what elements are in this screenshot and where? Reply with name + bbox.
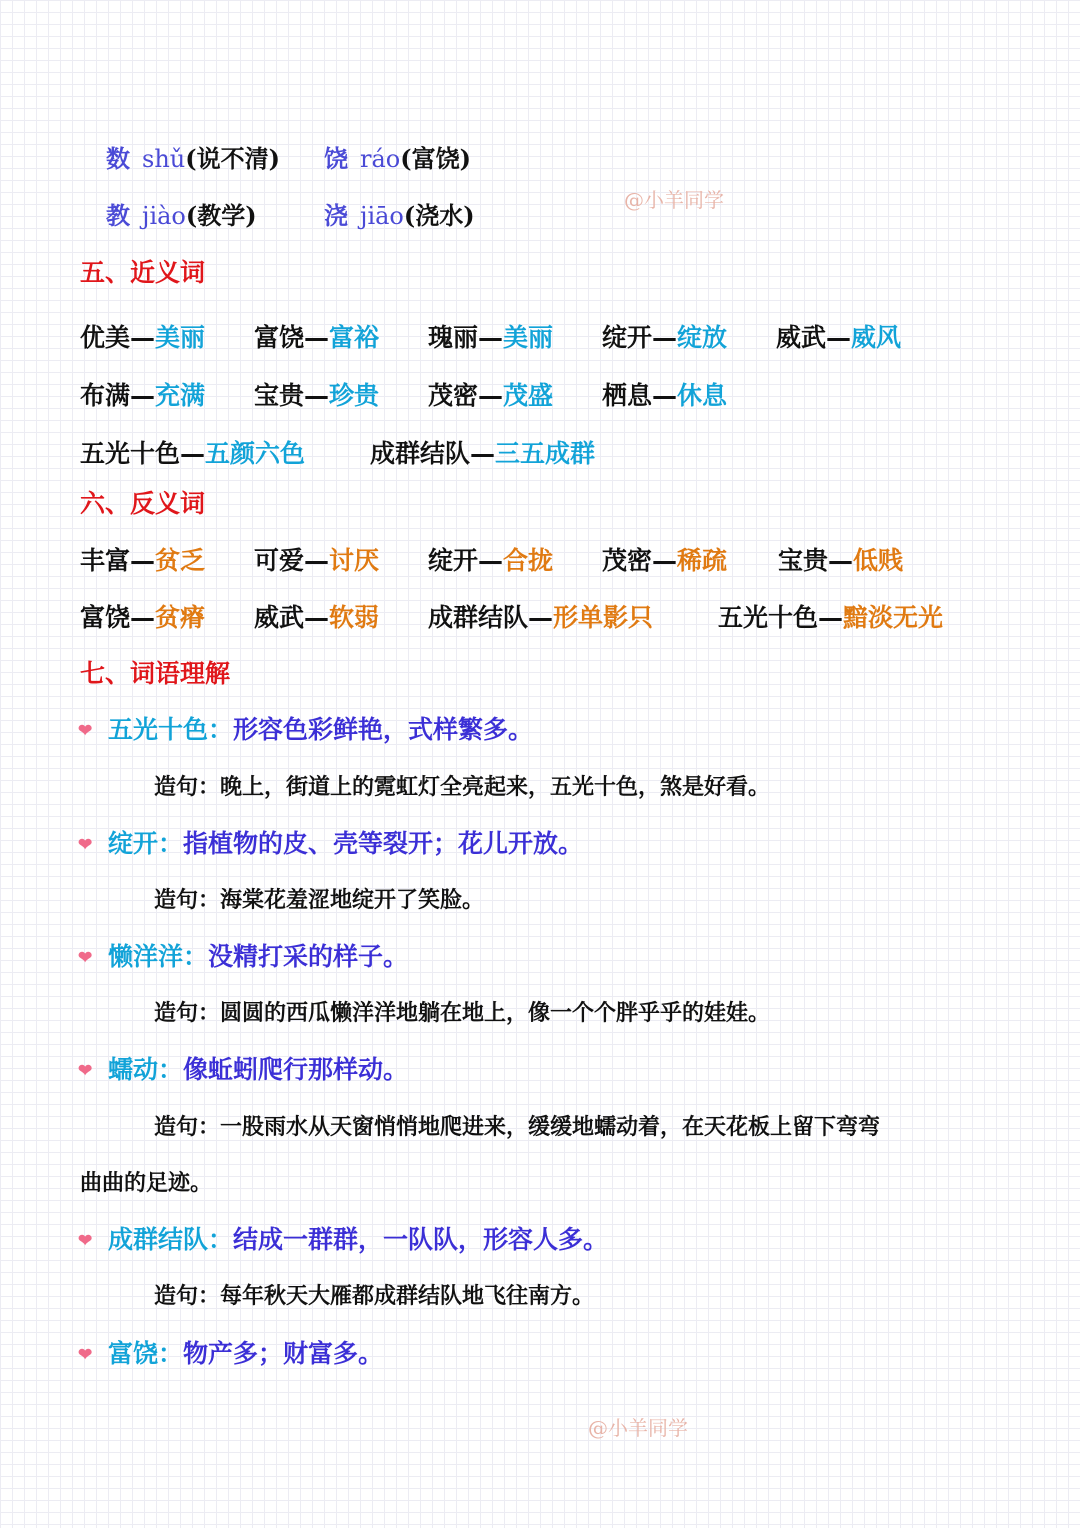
polyphone-pinyin: jiāo (360, 202, 404, 230)
polyphone-pinyin: shǔ (142, 145, 186, 173)
polyphone-shu (106, 141, 280, 177)
watermark-bottom: @小羊同学 (588, 1416, 688, 1440)
antonym-pair: 五光十色—黯淡无光 (718, 603, 944, 632)
heart-icon: ❤ (78, 1061, 93, 1081)
polyphone-word: (说不清) (185, 144, 280, 173)
synonym-pair: 绽开—绽放 (602, 323, 728, 352)
example-sentence: 造句：晚上，街道上的霓虹灯全亮起来，五光十色，煞是好看。 (154, 774, 771, 800)
definition-item: ❤ 绽开：指植物的皮、壳等裂开；花儿开放。 (78, 826, 583, 865)
example-sentence: 造句：每年秋天大雁都成群结队地飞往南方。 (154, 1283, 595, 1309)
watermark-top: @小羊同学 (624, 188, 724, 212)
antonym-pair: 成群结队—形单影只 (428, 603, 654, 632)
synonym-pair: 威武—威风 (776, 323, 902, 352)
synonym-pair: 宝贵—珍贵 (254, 381, 380, 410)
heart-icon: ❤ (78, 1231, 93, 1251)
polyphone-char: 浇 (324, 201, 348, 230)
definition-item: ❤ 富饶：物产多；财富多。 (78, 1336, 383, 1375)
definition-item: ❤ 成群结队：结成一群群，一队队，形容人多。 (78, 1222, 608, 1261)
synonym-pair: 五光十色—五颜六色 (80, 439, 306, 468)
definition-item: ❤ 懒洋洋：没精打采的样子。 (78, 939, 408, 978)
polyphone-pinyin: ráo (360, 145, 401, 173)
antonym-pair: 富饶—贫瘠 (80, 603, 206, 632)
definition-item: ❤ 五光十色：形容色彩鲜艳，式样繁多。 (78, 712, 533, 751)
synonym-pair: 栖息—休息 (602, 381, 728, 410)
polyphone-word: (教学) (185, 201, 257, 230)
example-sentence-continued: 曲曲的足迹。 (80, 1170, 213, 1196)
section-heading-word-meanings: 七、词语理解 (80, 659, 231, 688)
antonym-pair: 茂密—稀疏 (602, 546, 728, 575)
synonym-pair: 富饶—富裕 (254, 323, 380, 352)
example-sentence: 造句：海棠花羞涩地绽开了笑脸。 (154, 887, 485, 913)
definition-item: ❤ 蠕动：像蚯蚓爬行那样动。 (78, 1052, 408, 1091)
heart-icon: ❤ (78, 948, 93, 968)
polyphone-pinyin: jiào (142, 202, 186, 230)
heart-icon: ❤ (78, 835, 93, 855)
polyphone-word: (富饶) (400, 144, 471, 173)
synonym-pair: 布满—充满 (80, 381, 206, 410)
polyphone-char: 数 (106, 144, 130, 173)
polyphone-char: 教 (106, 201, 130, 230)
antonym-pair: 绽开—合拢 (428, 546, 554, 575)
polyphone-jiao1 (324, 198, 475, 234)
heart-icon: ❤ (78, 721, 93, 741)
example-sentence: 造句：圆圆的西瓜懒洋洋地躺在地上，像一个个胖乎乎的娃娃。 (154, 1000, 771, 1026)
antonym-pair: 威武—软弱 (254, 603, 380, 632)
antonym-pair: 可爱—讨厌 (254, 546, 380, 575)
synonym-pair: 优美—美丽 (80, 323, 206, 352)
polyphone-jiao4 (106, 198, 257, 234)
example-sentence: 造句：一股雨水从天窗悄悄地爬进来，缓缓地蠕动着，在天花板上留下弯弯 (154, 1114, 881, 1140)
synonym-pair: 瑰丽—美丽 (428, 323, 554, 352)
antonym-pair: 丰富—贫乏 (80, 546, 206, 575)
synonym-pair: 成群结队—三五成群 (370, 439, 596, 468)
antonym-pair: 宝贵—低贱 (778, 546, 904, 575)
polyphone-rao (324, 141, 471, 177)
polyphone-word: (浇水) (403, 201, 475, 230)
polyphone-char: 饶 (324, 144, 348, 173)
heart-icon: ❤ (78, 1345, 93, 1365)
synonym-pair: 茂密—茂盛 (428, 381, 554, 410)
section-heading-antonyms: 六、反义词 (80, 489, 206, 518)
section-heading-synonyms: 五、近义词 (80, 258, 206, 287)
